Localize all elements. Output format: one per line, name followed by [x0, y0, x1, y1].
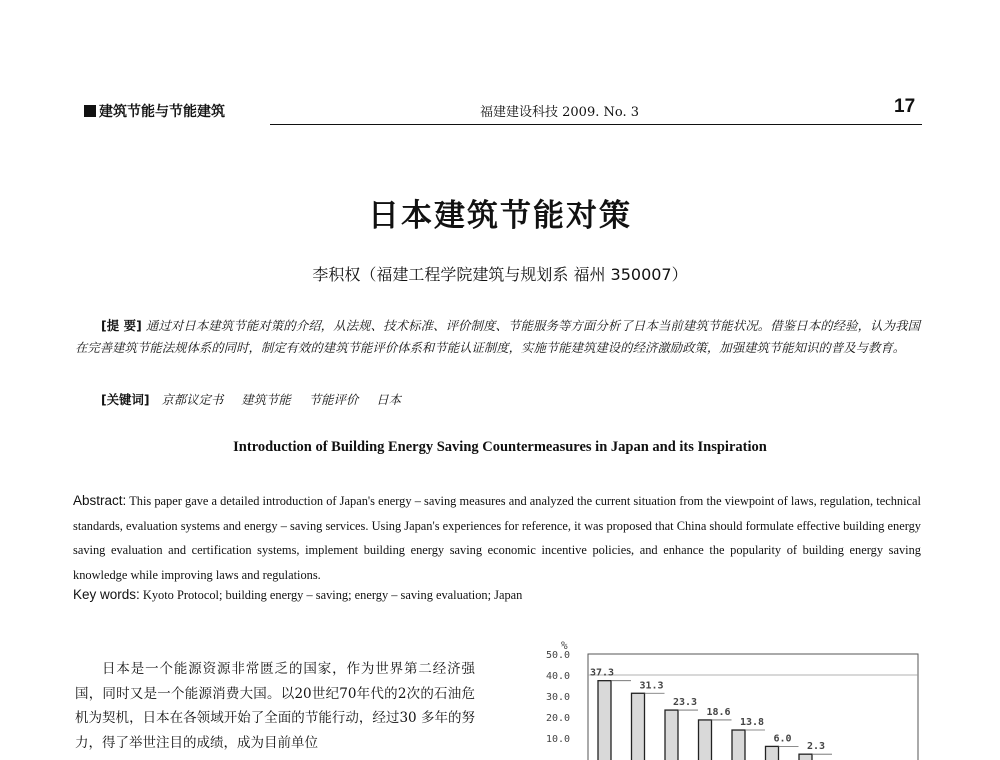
keyword: 建筑节能	[241, 392, 291, 407]
bar	[732, 730, 745, 760]
running-header-journal: 福建建设科技 2009. No. 3	[480, 105, 639, 120]
chinese-keywords-label: [关键词]	[101, 392, 150, 407]
bar-value-label: 23.3	[673, 697, 698, 709]
keyword: 京都议定书	[161, 392, 224, 407]
english-keywords-label: Key words:	[73, 587, 140, 602]
article-title: 日本建筑节能对策	[368, 198, 632, 234]
english-keywords	[73, 587, 522, 603]
square-bullet-icon	[84, 105, 96, 117]
bar	[598, 681, 611, 760]
bar	[632, 693, 645, 760]
y-tick-label: 20.0	[546, 713, 571, 724]
y-tick-label: 50.0	[546, 650, 571, 661]
english-abstract	[73, 489, 921, 587]
english-keywords-text: Kyoto Protocol; building energy – saving; energy – saving evaluation; Japan	[142, 588, 523, 602]
body-paragraph: 日本是一个能源资源非常匮乏的国家，作为世界第二经济强国，同时又是一个能源消费大国。以20世纪70年代的2次的石油危机为契机，日本在各领域开始了全面的节能行动，经过30 多年的努力，得了举世注目的成绩，成为目前单位	[75, 661, 475, 751]
article-authors: 李积权（福建工程学院建筑与规划系 福州 350007）	[312, 265, 688, 284]
chinese-abstract	[75, 315, 920, 358]
header-section-label: 建筑节能与节能建筑	[99, 104, 225, 120]
bar-value-label: 13.8	[740, 717, 765, 729]
english-title: Introduction of Building Energy Saving Countermeasures in Japan and its Inspiration	[233, 439, 767, 455]
chinese-keywords	[101, 390, 415, 408]
y-tick-label: 40.0	[546, 671, 571, 682]
running-header-section	[84, 101, 225, 121]
header-rule	[270, 124, 922, 125]
bar	[699, 720, 712, 760]
bar	[799, 754, 812, 760]
english-abstract-label: Abstract:	[73, 493, 127, 508]
chinese-abstract-text: 通过对日本建筑节能对策的介绍，从法规、技术标准、评价制度、节能服务等方面分析了日本当前建筑节能状况。借鉴日本的经验，认为我国在完善建筑节能法规体系的同时，制定有效的建筑节能评价体系和节能认证制度，实施节能建筑建设的经济激励政策，加强建筑节能知识的普及与教育。	[75, 318, 920, 355]
bar	[665, 710, 678, 760]
bar-value-label: 18.6	[706, 706, 731, 718]
keyword: 节能评价	[308, 392, 359, 407]
bar-value-label: 6.0	[773, 733, 792, 745]
bar-value-label: 37.3	[590, 667, 615, 679]
english-abstract-text: This paper gave a detailed introduction of Japan's energy – saving measures and analyzed the current situation from the viewpoint of laws, regulation, technical standards, evaluation systems and energy – saving services. Using Japan's experiences for reference, it was proposed that China should formulate effective building energy saving evaluation and certification systems, implement building energy saving economic incentive policies, and enhance the popularity of building energy saving knowledge while improving laws and regulations.	[73, 494, 922, 582]
y-tick-label: 30.0	[546, 692, 571, 703]
bar-value-label: 31.3	[639, 680, 664, 692]
chinese-abstract-label: [提 要]	[101, 318, 142, 333]
y-axis-label: %	[561, 639, 568, 652]
bar-value-label: 2.3	[807, 741, 826, 753]
page-number: 17	[894, 96, 916, 117]
bar	[766, 746, 779, 760]
y-tick-label: 10.0	[546, 734, 571, 745]
keyword: 日本	[376, 392, 402, 407]
energy-bar-chart	[520, 634, 920, 760]
